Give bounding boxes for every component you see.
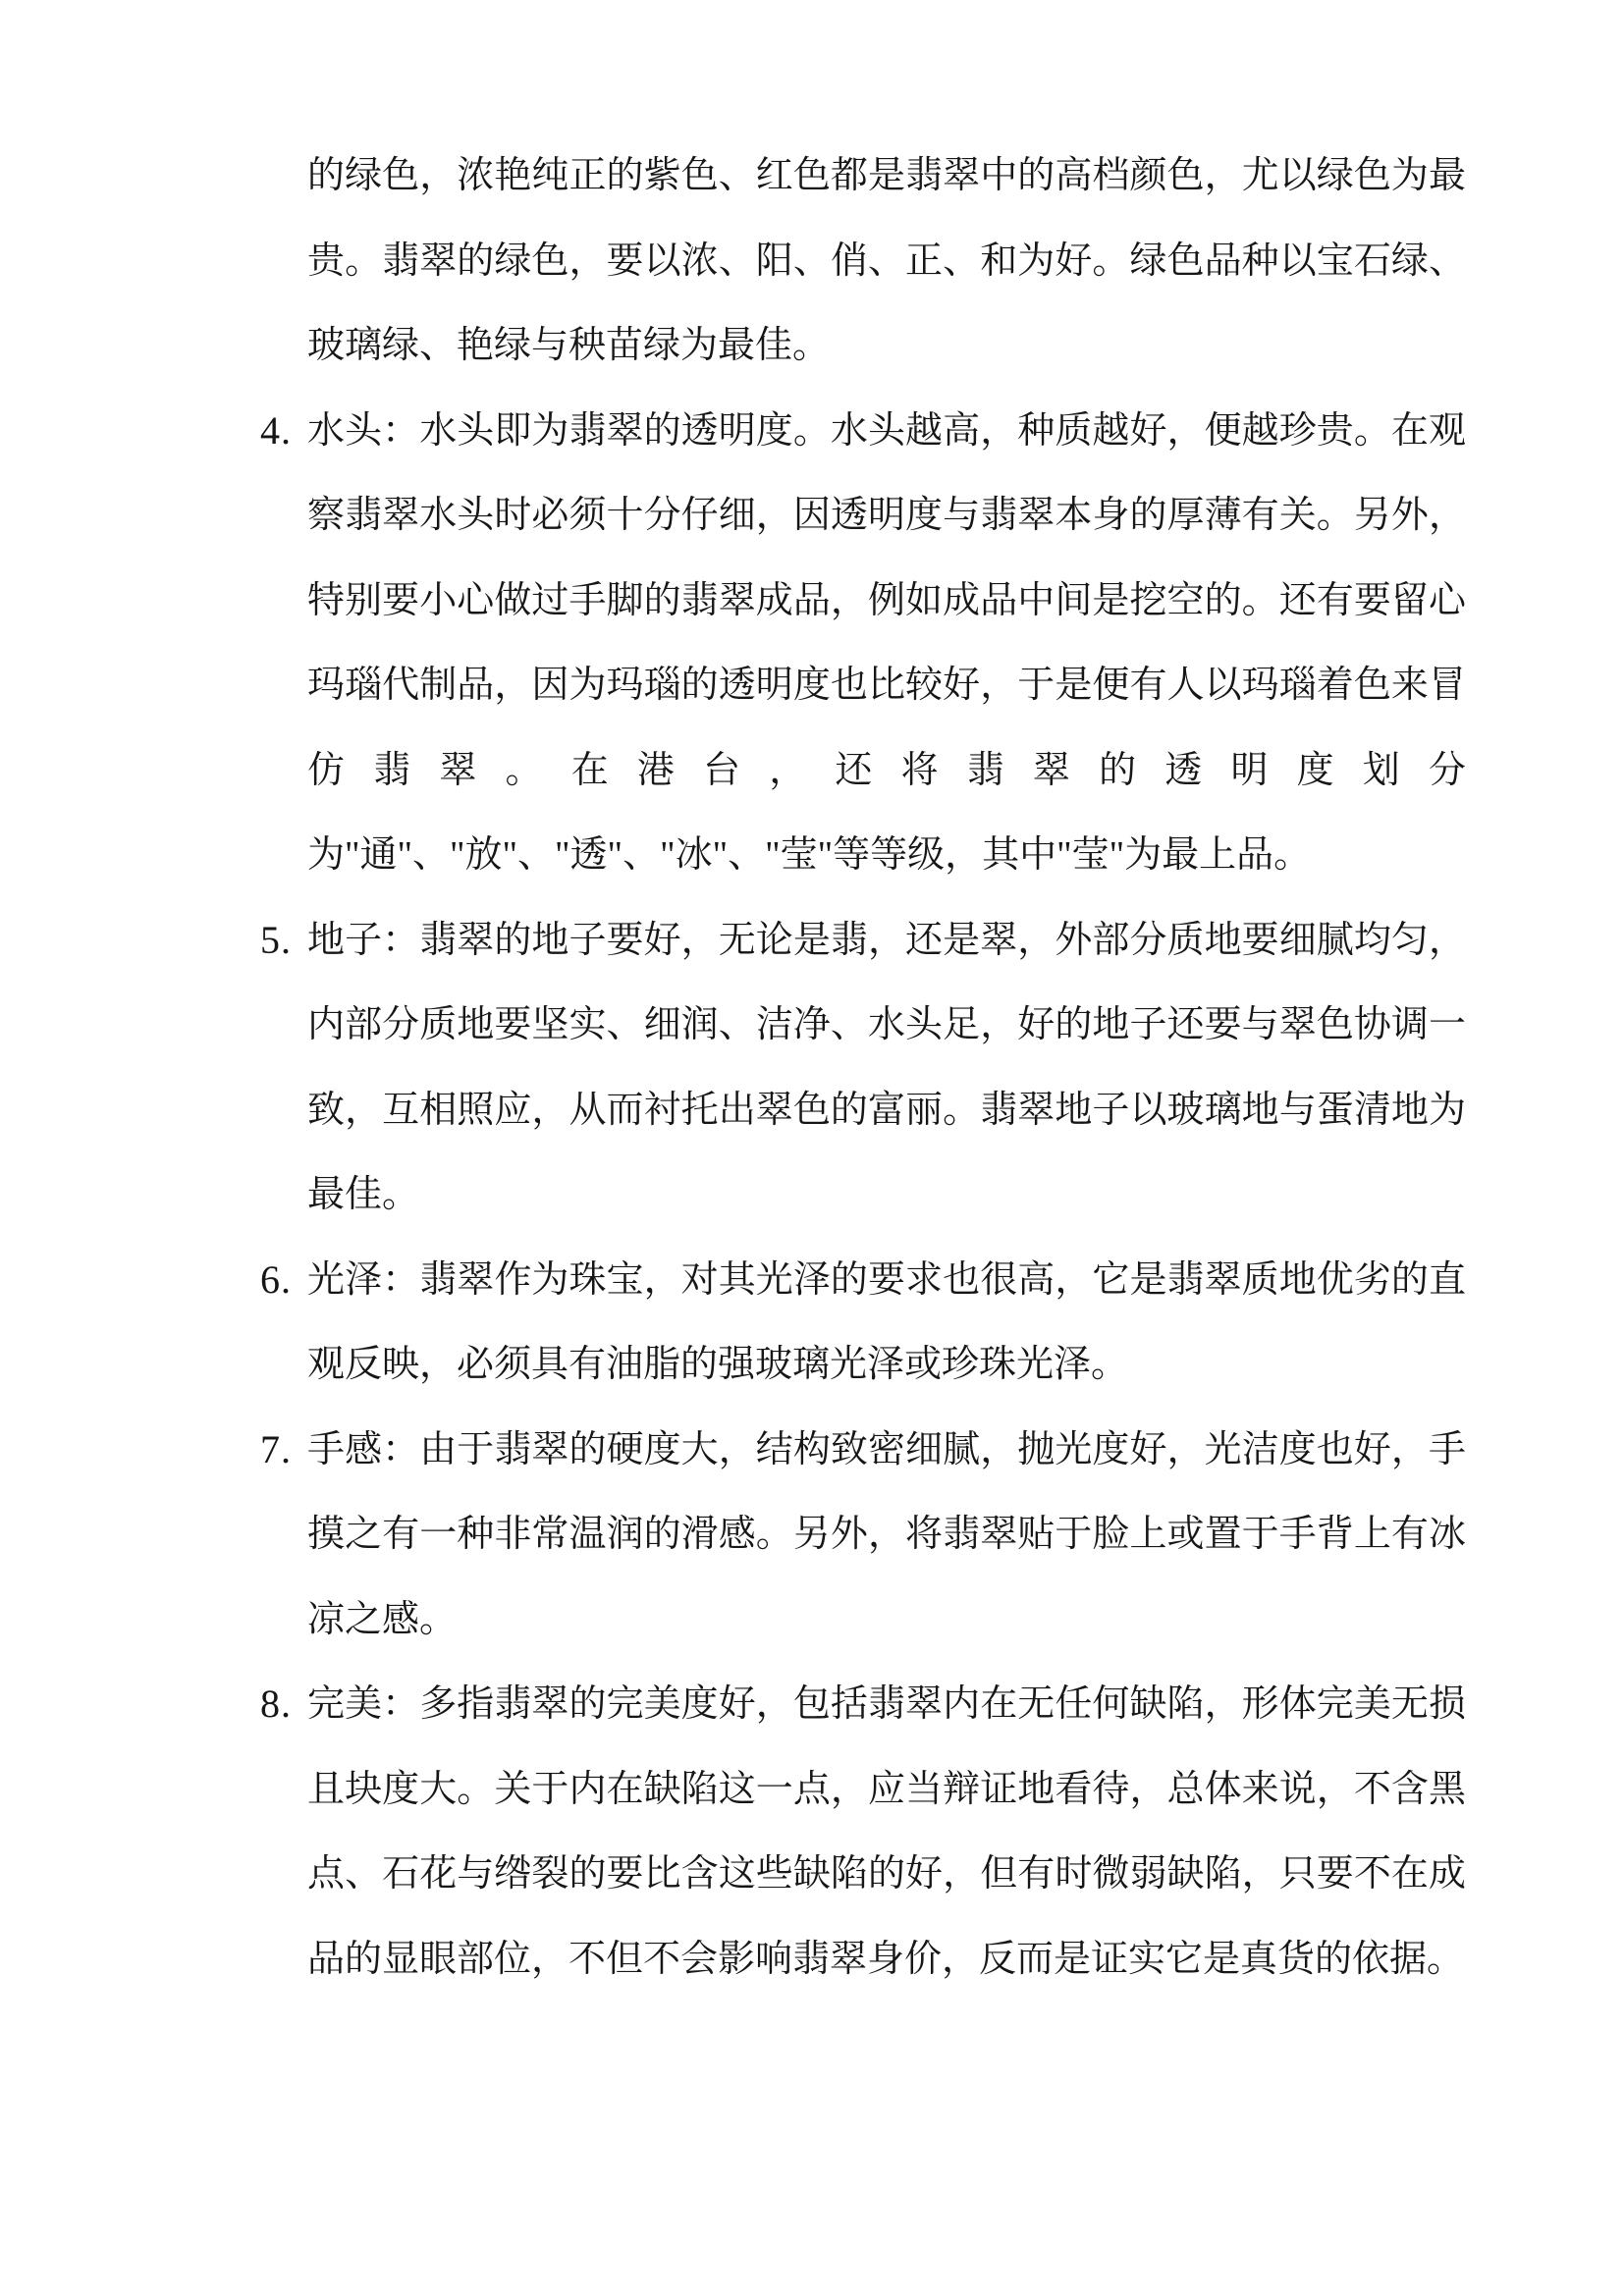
- list-item-4-number: 4.: [260, 407, 292, 453]
- list-item-8-number: 8.: [260, 1682, 292, 1726]
- list-item-8-text: 完美：多指翡翠的完美度好，包括翡翠内在无任何缺陷，形体完美无损且块度大。关于内在缺陷这一点，应当辩证地看待，总体来说，不含黑点、石花与绺裂的要比含这些缺陷的好，但有时微弱缺陷，只要不在成品的显眼部位，不但不会影响翡翠身价，反而是证实它是真货的依据。: [307, 1683, 1466, 1980]
- paragraph-continuation-text: 的绿色，浓艳纯正的紫色、红色都是翡翠中的高档颜色，尤以绿色为最贵。翡翠的绿色，要以浓、阳、俏、正、和为好。绿色品种以宝石绿、玻璃绿、艳绿与秧苗绿为最佳。: [307, 155, 1466, 366]
- list-item-6-number: 6.: [260, 1256, 292, 1302]
- list-item-4-text: 水头：水头即为翡翠的透明度。水头越高，种质越好，便越珍贵。在观察翡翠水头时必须十分仔细，因透明度与翡翠本身的厚薄有关。另外，特别要小心做过手脚的翡翠成品，例如成品中间是挖空的。还有要留心玛瑙代制品，因为玛瑙的透明度也比较好，于是便有人以玛瑙着色来冒仿翡翠。在港台，还将翡翠的透明度划分为"通"、"放"、"透"、"冰"、"莹"等等级，其中"莹"为最上品。: [307, 409, 1466, 876]
- list-item-7-number: 7.: [260, 1426, 292, 1471]
- list-item-6: [260, 1238, 1466, 1408]
- list-item-6-text: 光泽：翡翠作为珠宝，对其光泽的要求也很高，它是翡翠质地优劣的直观反映，必须具有油脂的强玻璃光泽或珍珠光泽。: [307, 1258, 1466, 1385]
- list-item-5-text: 地子：翡翠的地子要好，无论是翡，还是翠，外部分质地要细腻均匀，内部分质地要坚实、细润、洁净、水头足，好的地子还要与翠色协调一致，互相照应，从而衬托出翠色的富丽。翡翠地子以玻璃地与蛋清地为最佳。: [307, 919, 1466, 1215]
- list-item-7: [260, 1408, 1466, 1663]
- text-block: [260, 133, 1466, 2002]
- list-item-5: [260, 898, 1466, 1238]
- list-item-8: [260, 1662, 1466, 2002]
- list-item-5-number: 5.: [260, 917, 292, 962]
- list-item-7-text: 手感：由于翡翠的硬度大，结构致密细腻，抛光度好，光洁度也好，手摸之有一种非常温润的滑感。另外，将翡翠贴于脸上或置于手背上有冰凉之感。: [307, 1428, 1466, 1640]
- paragraph-continuation: [307, 133, 1466, 389]
- list-item-4: [260, 389, 1466, 898]
